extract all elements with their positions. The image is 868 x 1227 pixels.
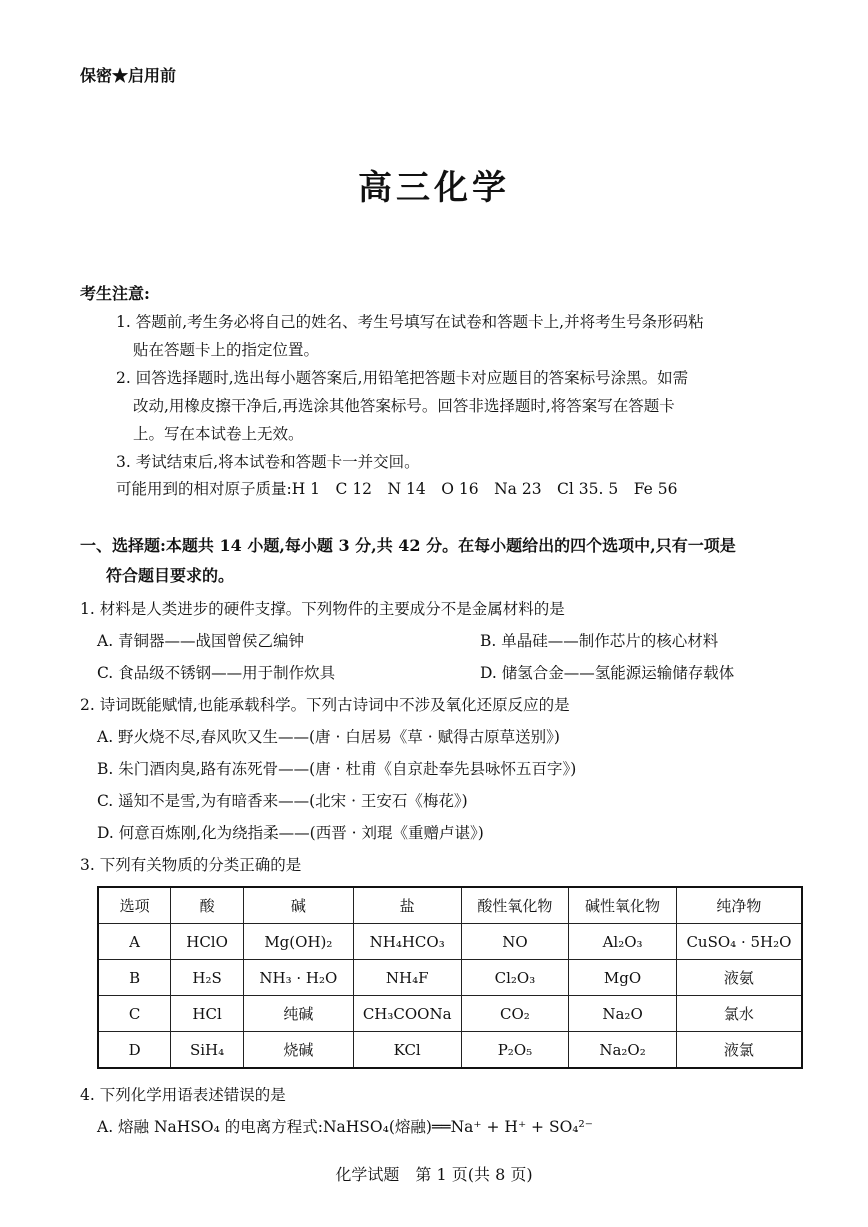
table-cell: NO <box>461 924 569 960</box>
notice-line-3: 2. 回答选择题时,选出每小题答案后,用铅笔把答题卡对应题目的答案标号涂黑。如需 <box>116 369 689 387</box>
table-cell: 液氨 <box>676 960 802 996</box>
table-cell: H₂S <box>171 960 244 996</box>
table-cell: SiH₄ <box>171 1032 244 1069</box>
table-cell: CuSO₄ · 5H₂O <box>676 924 802 960</box>
table-header-cell: 碱性氧化物 <box>569 887 677 924</box>
table-cell: Mg(OH)₂ <box>243 924 353 960</box>
question-2-option-d: D. 何意百炼刚,化为绕指柔——(西晋 · 刘琨《重赠卢谌》) <box>97 824 484 842</box>
notice-heading: 考生注意: <box>80 284 150 303</box>
section-heading-line-1: 一、选择题:本题共 14 小题,每小题 3 分,共 42 分。在每小题给出的四个选项中,只有一项是 <box>80 536 736 555</box>
table-header-row <box>98 887 802 924</box>
table-header-cell: 纯净物 <box>676 887 802 924</box>
table-cell: 烧碱 <box>243 1032 353 1069</box>
confidential-label: 保密★启用前 <box>80 66 177 85</box>
section-heading-line-2: 符合题目要求的。 <box>106 566 235 585</box>
table-cell: D <box>98 1032 171 1069</box>
question-1-option-c: C. 食品级不锈钢——用于制作炊具 <box>97 664 336 682</box>
question-2-option-b: B. 朱门酒肉臭,路有冻死骨——(唐 · 杜甫《自京赴奉先县咏怀五百字》) <box>97 760 577 778</box>
table-cell: KCl <box>353 1032 461 1069</box>
question-1-option-a: A. 青铜器——战国曾侯乙编钟 <box>97 632 305 650</box>
table-header-cell: 盐 <box>353 887 461 924</box>
table-cell: 氯水 <box>676 996 802 1032</box>
table-cell: Al₂O₃ <box>569 924 677 960</box>
table-cell: P₂O₅ <box>461 1032 569 1069</box>
question-4-stem: 4. 下列化学用语表述错误的是 <box>80 1086 286 1104</box>
table-cell: NH₃ · H₂O <box>243 960 353 996</box>
table-cell: A <box>98 924 171 960</box>
table-header-cell: 酸 <box>171 887 244 924</box>
question-1-stem: 1. 材料是人类进步的硬件支撑。下列物件的主要成分不是金属材料的是 <box>80 600 565 618</box>
table-header-cell: 酸性氧化物 <box>461 887 569 924</box>
question-2-option-c: C. 遥知不是雪,为有暗香来——(北宋 · 王安石《梅花》) <box>97 792 468 810</box>
notice-line-5: 上。写在本试卷上无效。 <box>133 425 304 443</box>
table-cell: Na₂O₂ <box>569 1032 677 1069</box>
table-cell: B <box>98 960 171 996</box>
table-row <box>98 924 802 960</box>
table-cell: CO₂ <box>461 996 569 1032</box>
question-2-option-a: A. 野火烧不尽,春风吹又生——(唐 · 白居易《草 · 赋得古原草送别》) <box>97 728 560 746</box>
table-row <box>98 996 802 1032</box>
table-row <box>98 960 802 996</box>
table-cell: HClO <box>171 924 244 960</box>
table-cell: NH₄HCO₃ <box>353 924 461 960</box>
table-cell: Na₂O <box>569 996 677 1032</box>
page-title: 高三化学 <box>358 168 510 208</box>
notice-line-4: 改动,用橡皮擦干净后,再选涂其他答案标号。回答非选择题时,将答案写在答题卡 <box>133 397 675 415</box>
question-2-stem: 2. 诗词既能赋情,也能承载科学。下列古诗词中不涉及氧化还原反应的是 <box>80 696 570 714</box>
question-1-option-b: B. 单晶硅——制作芯片的核心材料 <box>480 632 719 650</box>
table-cell: NH₄F <box>353 960 461 996</box>
notice-line-1: 1. 答题前,考生务必将自己的姓名、考生号填写在试卷和答题卡上,并将考生号条形码粘 <box>116 313 704 331</box>
table-cell: HCl <box>171 996 244 1032</box>
classification-table <box>97 886 803 1069</box>
table-cell: CH₃COONa <box>353 996 461 1032</box>
page-footer: 化学试题 第 1 页(共 8 页) <box>335 1165 533 1184</box>
atomic-mass-line: 可能用到的相对原子质量:H 1 C 12 N 14 O 16 Na 23 Cl 35. 5 Fe 56 <box>116 480 678 498</box>
table-cell: 纯碱 <box>243 996 353 1032</box>
table-header-cell: 碱 <box>243 887 353 924</box>
table-cell: MgO <box>569 960 677 996</box>
table-cell: 液氯 <box>676 1032 802 1069</box>
notice-line-2: 贴在答题卡上的指定位置。 <box>133 341 320 359</box>
question-3-stem: 3. 下列有关物质的分类正确的是 <box>80 856 302 874</box>
table-cell: C <box>98 996 171 1032</box>
question-4-option-a: A. 熔融 NaHSO₄ 的电离方程式:NaHSO₄(熔融)══Na⁺ + H⁺ + SO₄²⁻ <box>97 1118 593 1136</box>
notice-line-6: 3. 考试结束后,将本试卷和答题卡一并交回。 <box>116 453 420 471</box>
table-row <box>98 1032 802 1069</box>
question-1-option-d: D. 储氢合金——氢能源运输储存载体 <box>480 664 735 682</box>
table-cell: Cl₂O₃ <box>461 960 569 996</box>
table-header-cell: 选项 <box>98 887 171 924</box>
